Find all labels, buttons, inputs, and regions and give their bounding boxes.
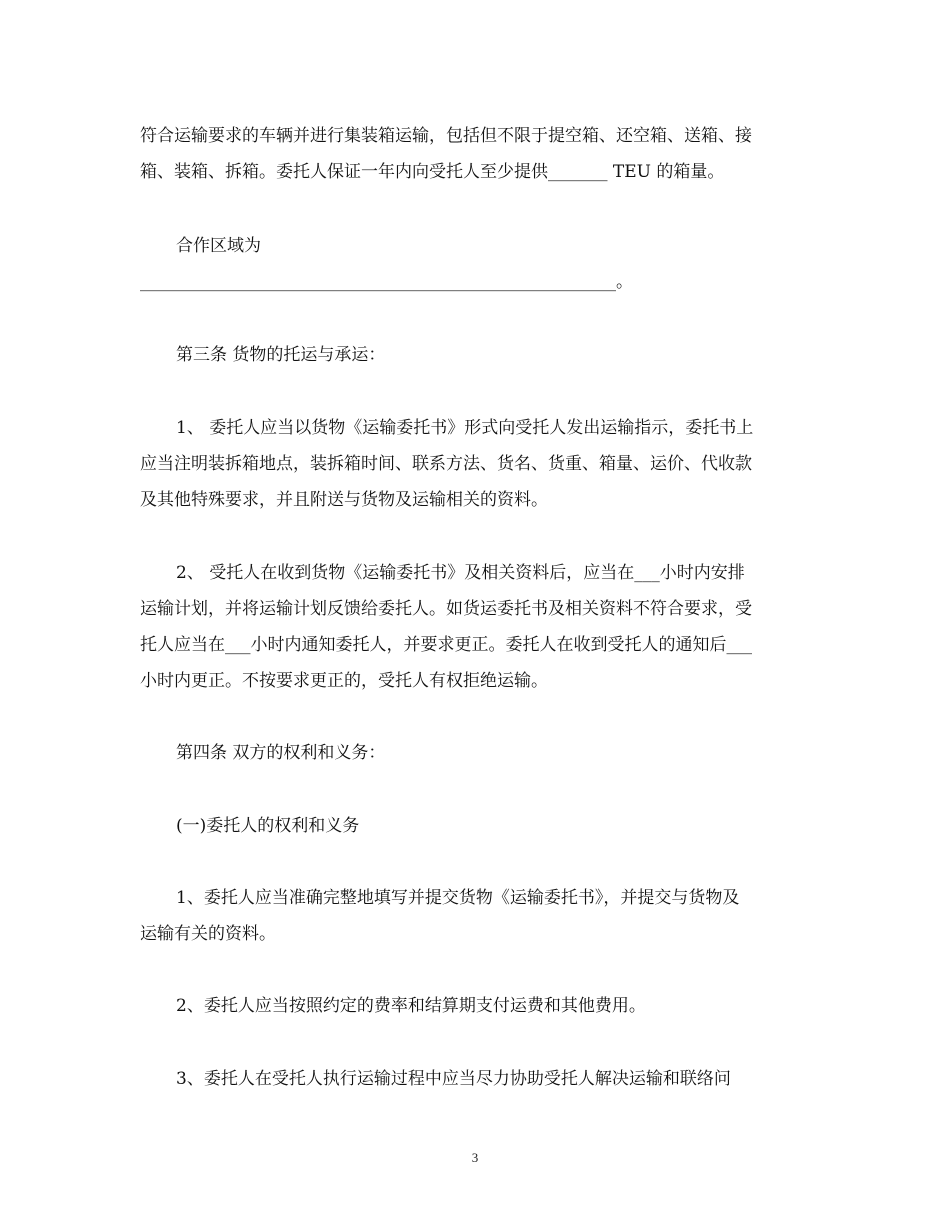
- text-line: 2、 受托人在收到货物《运输委托书》及相关资料后，应当在___小时内安排: [176, 563, 745, 583]
- text-line: 1、 委托人应当以货物《运输委托书》形式向受托人发出运输指示，委托书上: [176, 418, 754, 438]
- text-line: 3、委托人在受托人执行运输过程中应当尽力协助受托人解决运输和联络问: [176, 1069, 731, 1089]
- text-line: 第三条 货物的托运与承运：: [176, 345, 386, 365]
- text-line: 及其他特殊要求，并且附送与货物及运输相关的资料。: [140, 490, 548, 510]
- text-line: 托人应当在___小时内通知委托人，并要求更正。委托人在收到受托人的通知后___: [140, 635, 752, 655]
- paragraph-delegator-duty-1: [140, 880, 820, 952]
- paragraph-clause-1: [140, 410, 820, 518]
- page-number: 3: [471, 1150, 479, 1165]
- paragraph-delegator-duty-2: [140, 988, 820, 1024]
- text-line: 运输有关的资料。: [140, 924, 276, 944]
- text-line: 第四条 双方的权利和义务：: [176, 743, 386, 763]
- text-line: 小时内更正。不按要求更正的，受托人有权拒绝运输。: [140, 671, 548, 691]
- paragraph-cooperation-area: [140, 228, 820, 300]
- text-line: ________________________________________________________。: [140, 272, 633, 292]
- text-line: 2、委托人应当按照约定的费率和结算期支付运费和其他费用。: [176, 996, 646, 1016]
- paragraph-delegator-duty-3: [140, 1061, 820, 1097]
- text-line: 合作区域为: [176, 236, 261, 256]
- text-line: 1、委托人应当准确完整地填写并提交货物《运输委托书》，并提交与货物及: [176, 888, 740, 908]
- article-four-heading: [140, 735, 820, 771]
- text-line: 应当注明装拆箱地点，装拆箱时间、联系方法、货名、货重、箱量、运价、代收款: [140, 454, 752, 474]
- paragraph-clause-2: [140, 555, 820, 699]
- paragraph-vehicle-requirements: [140, 118, 820, 190]
- text-line: 符合运输要求的车辆并进行集装箱运输，包括但不限于提空箱、还空箱、送箱、接: [140, 126, 752, 146]
- text-line: 箱、装箱、拆箱。委托人保证一年内向受托人至少提供_______ TEU 的箱量。: [140, 162, 725, 182]
- text-line: 运输计划，并将运输计划反馈给委托人。如货运委托书及相关资料不符合要求，受: [140, 599, 752, 619]
- article-three-heading: [140, 337, 820, 373]
- section-delegator-rights-heading: [140, 808, 820, 844]
- text-line: (一)委托人的权利和义务: [176, 816, 360, 836]
